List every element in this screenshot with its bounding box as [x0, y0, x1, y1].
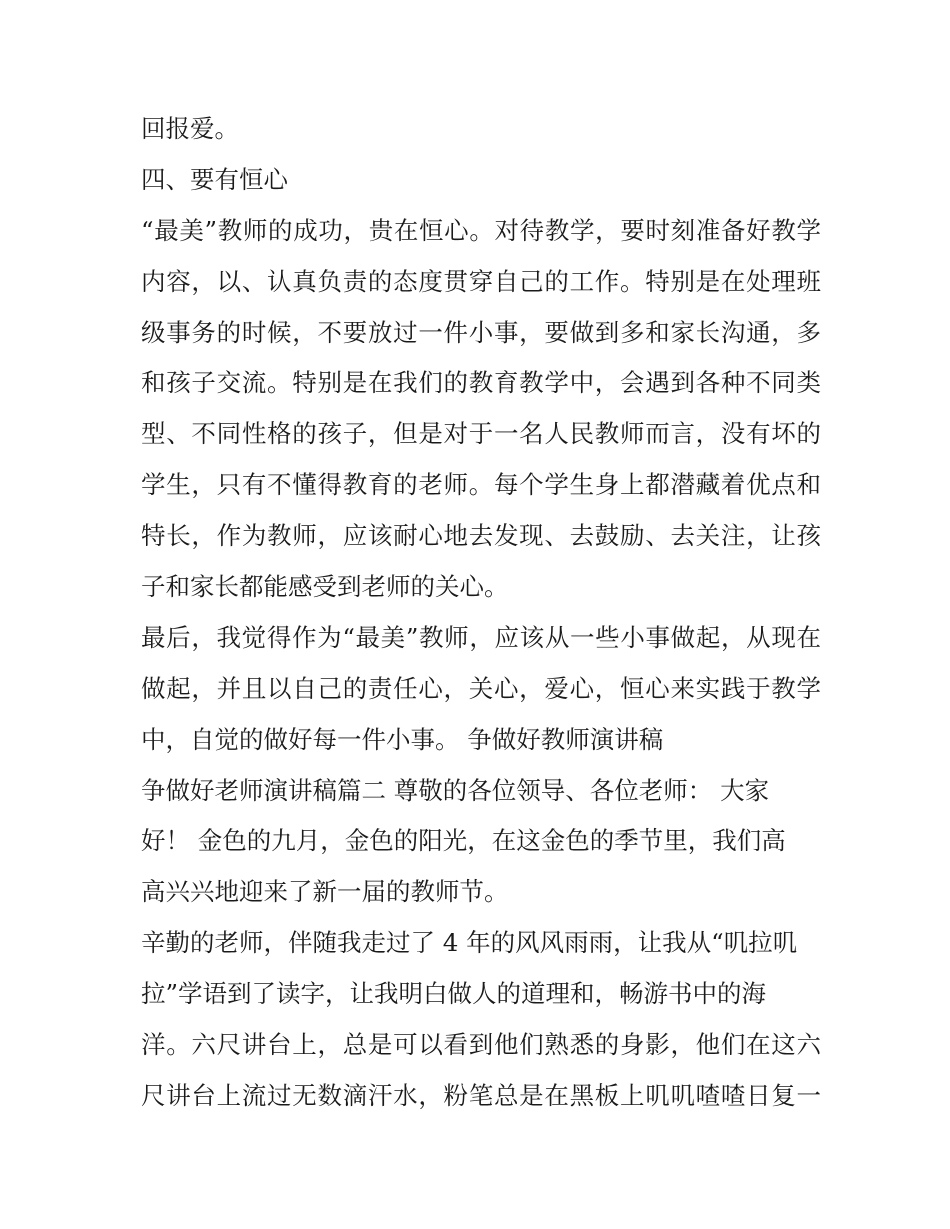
text-line: 特长，作为教师，应该耐心地去发现、去鼓励、去关注，让孩 — [141, 521, 821, 551]
text-line: 内容，以、认真负责的态度贯穿自己的工作。特别是在处理班 — [141, 266, 821, 296]
document-body — [141, 104, 821, 1122]
text-line: 回报爱。 — [141, 114, 239, 143]
text-line: 级事务的时候，不要放过一件小事，要做到多和家长沟通，多 — [141, 317, 821, 347]
text-line: 型、不同性格的孩子，但是对于一名人民教师而言，没有坏的 — [141, 419, 821, 449]
text-line: 好！ 金色的九月，金色的阳光，在这金色的季节里，我们高 — [141, 826, 786, 856]
text-line: 子和家长都能感受到老师的关心。 — [141, 572, 509, 602]
text-line: 高兴兴地迎来了新一届的教师节。 — [141, 877, 509, 907]
text-line: 中，自觉的做好每一件小事。 争做好教师演讲稿 — [141, 724, 664, 754]
text-line: 辛勤的老师，伴随我走过了 4 年的风风雨雨，让我从“叽拉叽 — [141, 928, 798, 958]
text-line: 拉”学语到了读字，让我明白做人的道理和，畅游书中的海 — [141, 979, 767, 1009]
text-line: 学生，只有不懂得教育的老师。每个学生身上都潜藏着优点和 — [141, 470, 821, 500]
text-line: 最后，我觉得作为“最美”教师，应该从一些小事做起，从现在 — [141, 622, 821, 652]
text-line: 做起，并且以自己的责任心，关心，爱心，恒心来实践于教学 — [141, 673, 821, 703]
text-line: 争做好老师演讲稿篇二 尊敬的各位领导、各位老师： 大家 — [141, 775, 770, 805]
text-line: 和孩子交流。特别是在我们的教育教学中，会遇到各种不同类 — [141, 368, 821, 398]
text-line: 尺讲台上流过无数滴汗水，粉笔总是在黑板上叽叽喳喳日复一 — [141, 1080, 821, 1110]
text-line: 洋。六尺讲台上，总是可以看到他们熟悉的身影，他们在这六 — [141, 1030, 821, 1060]
text-line: “最美”教师的成功，贵在恒心。对待教学，要时刻准备好教学 — [141, 215, 821, 245]
section-heading: 四、要有恒心 — [141, 164, 288, 194]
